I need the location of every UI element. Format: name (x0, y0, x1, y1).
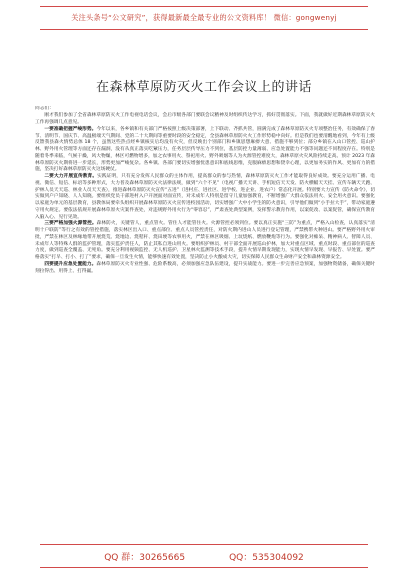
paragraph-2-text: 今年以来，各乡镇和有关部门严格按照上级决策部署，上下联动、齐抓共管，圆满完成了森林草原防灭火专项整治任务，有效确保了春节、清明节、国庆节、高温极端天气期间、党的二十大期间等重要时段的安全稳定，全县森林草原防火火工作形势稳中向好。但是我们也要清醒地看到，今年有上级反馈我县森火情势总体 18 个，虽然这些热点经乡镇核实后均没有火灾，但反映出个别部门和乡镇思想麻痹大意、措施不够到位；部分乡镇在入山口管控、巡山护林、野外用火管理等方面还存在漏洞，没有从真正落实吃紧压力，任务层层传导压力不到位，基层防控力量薄弱、应急处置能力不强等问题还不同程度存在。特别是随着冬季来临，气候干燥，风大物燥，林区可燃物增多，加之农事用火、祭祀用火、野外吸烟等人为火源管控难度大，森林草原火灾风险持续走高。预计 2023 年森林草原防灭火期将进一步延长，形势更加严峻复杂。各乡镇、各部门要切实增强忧患意识和底线思维，克服麻痹思想和侥幸心理，以更加务实的作风、更加有力的措施，坚决打好森林草原防灭火这场硬仗。 (35, 126, 375, 173)
paragraph-4-lead: 三要严格加强火源管控。 (44, 221, 97, 227)
paragraph-4 (35, 221, 375, 262)
bottom-banner (40, 544, 368, 568)
footer-qq: QQ：535304092 (229, 552, 304, 563)
footer-qq-group: QQ 群：30265665 (104, 552, 186, 563)
paragraph-5-lead: 四要提升应急处置能力。 (44, 261, 97, 267)
paragraph-3 (35, 174, 375, 221)
greeting: 同志们： (35, 106, 54, 111)
paragraph-2-lead: 一要准确把握严峻形势。 (44, 126, 97, 132)
top-banner (40, 6, 368, 30)
page-title: 在森林草原防灭火工作会议上的讲话 (95, 80, 312, 95)
paragraph-2 (35, 127, 375, 174)
paragraph-1-text: 刚才我们参加了全省森林草原防灭火工作电视电话会议，会后市级各部门要联会议精神及时组织传达学习，抓好贯彻落实。下面，我就做好近期森林草原防灭火工作再强调几点意见。 (35, 113, 375, 125)
document-body (35, 106, 375, 516)
banner-text: 关注头条号“公文研究”，获得最新最全最专业的公文资料库！ 微信：gongwenyj (71, 13, 337, 22)
paragraph-5 (35, 262, 375, 276)
paragraph-3-lead: 二要大力开展宣传教育。 (44, 174, 98, 179)
paragraph-1 (35, 113, 375, 127)
paragraph-3-text: 实践证明，只有充分发挥人民群众的主体作用，提高群众的参与热情，森林草原防灭火工作才能取得良好成效。要充分运用广播、电视、微信、短信、标语等多种形式，大力普及森林草原防灭火法律法规，做到“六个不见”（电视广播天天讲、手机短信天天发、防火横幅天天挂、宣传车辆天天跑、护林人员天天巡、林业人员天天查），推进森林草原防灭火宣传“五进”（进村庄、进社区、进学校、进企业、进农户）常态化开展。特别要大力宣传《防火命令》，切实做到户户知晓、人人知晓。要组织党员干部进村入户开展面对面宣传，对未成年人特别是留守儿童加强教育，不断增强广大群众依法用火、安全用火意识。要强化以家庭为单元的基层教育，县教体局要牵头组织开展森林草原防灭火宣传进校园活动，切实增强广大中小学生的防火意识，引导他们做到“小手拉大手”，带动家庭遵守用火规定。要依法依规开展森林草原火灾案件查处，对违规野外用火行为“零容忍”，严肃查处典型案例，发挥警示教育作用，以案促改、以案促管，确保宣传教育入脑入心、见行见效。 (35, 174, 375, 220)
paragraph-4-text: 森林防火，关键管人，重点管火。管住人才能管住火。火源管控必须到位。要以真正实施“三防”为重点，严格入山检查，认真落实“清明十户联防”等行之有效的管控措施，落实林区出入口、重点部位、重点人员管控责任，对防火期内进山人员进行登记管理，严禁携带火种进山。要严格野外用火审批，严禁在林区及林缘地带开展烧荒、烧地边、烧秸秆、烧田埂等农事用火，严禁在林区吸烟、上坟烧纸、燃放鞭炮等行为。要强化对痴呆、精神病人、智障人员、未成年人等特殊人群的监护管理，落实监护责任人，防止其私自进山用火。要组织护林员、村干部全面开展巡山护林，加大对重点区域、重点时段、重点部位的巡查力度，做到巡查全覆盖、无死角。要充分利用视频监控、无人机巡护、卫星林火监测等技术手段，提升火情早期发现能力，实现火情早发现、早报告、早处置。要严格落实“打早、打小、打了”要求，确保一旦发生火情，能够快速有效处置，坚决防止小火酿成大灾，切实保障人民群众生命财产安全和森林资源安全。 (35, 221, 375, 260)
paragraph-5-text: 森林草原防灭火专业性强、危险系数高，必须加强应急队伍建设，提升实战能力。要进一步完善应急预案，加强物资储备，确保关键时刻拉得出、用得上、打得赢。 (35, 261, 375, 274)
